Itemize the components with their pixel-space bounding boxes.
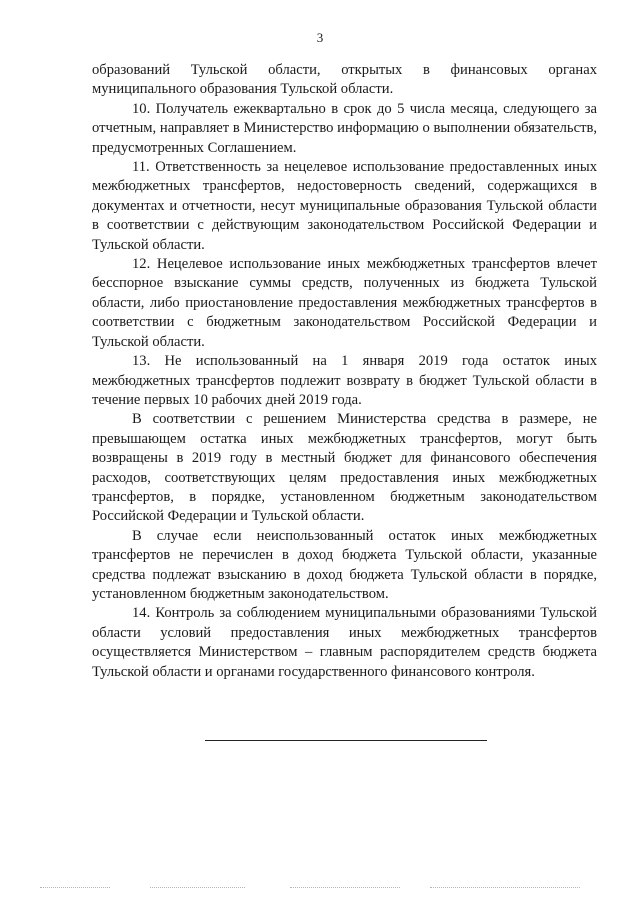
paragraph-refund-decision: В соответствии с решением Министерства средства в размере, не превышающем остатка иных межбюджетных трансфертов, могут быть возвращены в 2019 году в местный бюджет для финансового обеспечения расходов, соответствующих целям предоставления иных межбюджетных трансфертов, в порядке, установленном бюджетным законодательством Российской Федерации и Тульской области. [92, 411, 597, 525]
scan-artifact-line [40, 887, 110, 888]
scan-artifact-line [430, 887, 580, 888]
end-of-document-rule [205, 740, 487, 741]
scan-artifact-line [150, 887, 245, 888]
paragraph-item-10: 10. Получатель ежеквартально в срок до 5 числа месяца, следующего за отчетным, направляет в Министерство информацию о выполнении обязательств, предусмотренных Соглашением. [92, 100, 597, 156]
scan-artifact-line [290, 887, 400, 888]
paragraph-continuation: образований Тульской области, открытых в финансовых органах муниципального образования Тульской области. [92, 62, 597, 98]
paragraph-item-13: 13. Не использованный на 1 января 2019 года остаток иных межбюджетных трансфертов подлежит возврату в бюджет Тульской области в течение первых 10 рабочих дней 2019 года. [92, 353, 597, 408]
paragraph-item-11: 11. Ответственность за нецелевое использование предоставленных иных межбюджетных трансфертов, недостоверность сведений, содержащихся в документах и отчетности, несут муниципальные образования Тульской области в соответствии с действующим законодательством Российской Федерации и Тульской области. [92, 159, 597, 253]
page-number: 3 [316, 30, 324, 45]
paragraph-recovery: В случае если неиспользованный остаток иных межбюджетных трансфертов не перечислен в доход бюджета Тульской области, указанные средства подлежат взысканию в доход бюджета Тульской области в порядке, установленном бюджетным законодательством. [92, 527, 597, 602]
paragraph-item-12: 12. Нецелевое использование иных межбюджетных трансфертов влечет бесспорное взыскание суммы средств, полученных из бюджета Тульской области, либо приостановление предоставления межбюджетных трансфертов в соответствии с бюджетным законодательством Российской Федерации и Тульской области. [92, 256, 597, 350]
document-body [92, 61, 597, 682]
paragraph-item-14: 14. Контроль за соблюдением муниципальными образованиями Тульской области условий предоставления иных межбюджетных трансфертов осуществляется Министерством – главным распорядителем средств бюджета Тульской области и органами государственного финансового контроля. [92, 605, 597, 680]
